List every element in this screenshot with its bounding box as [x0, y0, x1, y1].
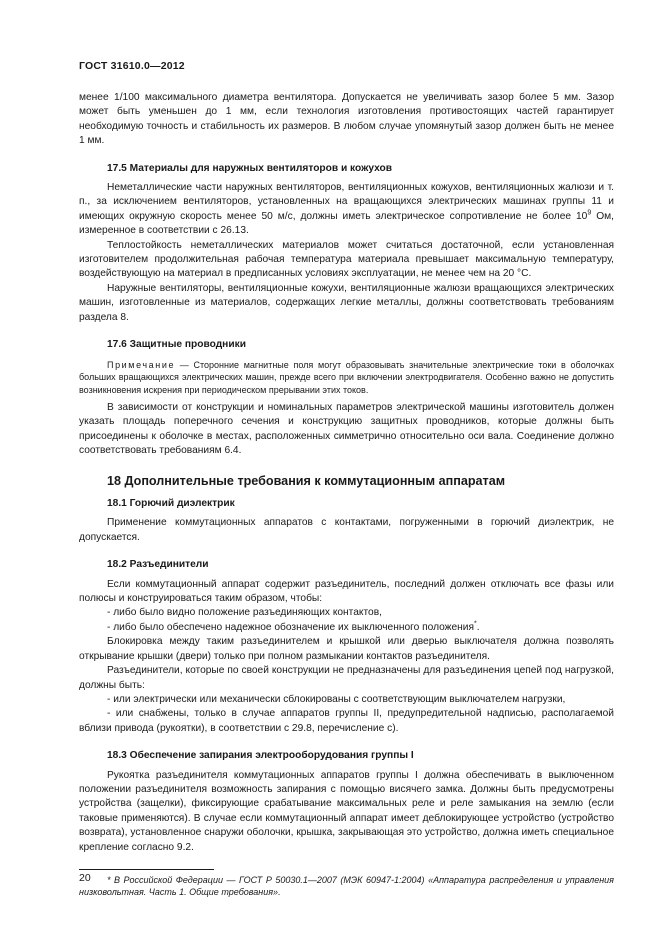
- paragraph-text: Неметаллические части наружных вентиляторов, вентиляционных кожухов, вентиляционных жалюзи и т. п., за исключением вентиляторов, установленных на вращающихся электрических машинах группы 11 и имеющих окружную скорость менее 50 м/с, должны иметь электрическое сопротивление не более 10: [79, 182, 614, 222]
- page-number: 20: [79, 872, 91, 884]
- section-17-6-paragraph-1: В зависимости от конструкции и номинальных параметров электрической машины изготовитель должен указать площадь поперечного сечения и конструкцию защитных проводников, которые должны быть присоединены к оболочке в местах, расположенных симметрично относительно оси вала. Соединение должно соответствовать требованиям 6.4.: [79, 402, 614, 457]
- note-label: Примечание: [107, 359, 176, 370]
- note-text: — Сторонние магнитные поля могут образовывать значительные электрические токи в оболочках больших вращающихся электрических машин, прежде всего при включении электродвигателя. Особенно важно не допустить возникновения искрения при периодическом прерывании этих токов.: [79, 359, 614, 395]
- section-18-title: 18 Дополнительные требования к коммутационным аппаратам: [107, 473, 506, 488]
- section-18-3-title: 18.3 Обеспечение запирания электрооборудования группы I: [107, 750, 414, 762]
- list-item: [79, 621, 614, 635]
- standard-header: ГОСТ 31610.0—2012: [79, 60, 185, 72]
- section-17-5-paragraph-3: Наружные вентиляторы, вентиляционные кожухи, вентиляционные жалюзи вращающихся электрических машин, изготовленные из материалов, содержащих легкие металлы, должны соответствовать требованиям раздела 8.: [79, 282, 614, 323]
- section-18-1-paragraph-1: Применение коммутационных аппаратов с контактами, погруженными в горючий диэлектрик, не допускается.: [79, 517, 614, 543]
- footnote: * В Российской Федерации — ГОСТ Р 50030.1—2007 (МЭК 60947-1:2004) «Аппаратура распределения и управления низковольтная. Часть 1. Общие требования».: [79, 874, 614, 898]
- section-17-5-title: 17.5 Материалы для наружных вентиляторов и кожухов: [107, 162, 393, 174]
- footnote-divider: [79, 869, 214, 870]
- footnote-mark: *: [474, 620, 477, 628]
- intro-paragraph: менее 1/100 максимального диаметра вентилятора. Допускается не увеличивать зазор более 5 мм. Зазор может быть уменьшен до 1 мм, если технология изготовления противостоящих частей гарантирует необходимую точность и стабильность их размеров. В любом случае упомянутый зазор должен быть не менее 1 мм.: [79, 92, 614, 147]
- list-item: - или снабжены, только в случае аппаратов группы II, предупредительной надписью, располагаемой вблизи привода (рукоятки), в соответствии с 29.8, перечисление c).: [79, 708, 614, 734]
- list-item: - либо было видно положение разъединяющих контактов,: [107, 607, 382, 619]
- list-item-text: .: [476, 621, 480, 633]
- section-18-3-paragraph-1: Рукоятка разъединителя коммутационных аппаратов группы I должна обеспечивать в выключенном положении разъединителя возможность запирания с помощью висячего замка. Должны быть предусмотрены устройства (защелки), фиксирующие срабатывание максимальных реле и реле замыкания на землю (если таковые применяются). В случае если коммутационный аппарат имеет деблокирующее устройство (устройство возврата), установленное снаружи оболочки, крышка, закрывающая это устройство, должна иметь специальное крепление согласно 9.2.: [79, 769, 614, 853]
- exponent: 9: [587, 209, 592, 217]
- section-17-6-title: 17.6 Защитные проводники: [107, 339, 246, 351]
- page-content: [79, 91, 614, 899]
- section-18-1-title: 18.1 Горючий диэлектрик: [107, 498, 235, 510]
- list-item: - или электрически или механически сблокированы с соответствующим выключателем нагрузки,: [107, 693, 566, 705]
- paragraph-text: Ом, измеренное в соответствии с 26.13.: [79, 210, 614, 237]
- section-18-2-paragraph-2: Блокировка между таким разъединителем и крышкой или дверью выключателя должна позволять открывание крышки (двери) только при полном размыкании контактов разъединителя.: [79, 636, 614, 662]
- note: [79, 359, 614, 397]
- section-18-2-title: 18.2 Разъединители: [107, 559, 209, 571]
- section-17-5-paragraph-1: [79, 181, 614, 239]
- section-18-2-paragraph-3: Разъединители, которые по своей конструкции не предназначены для разъединения цепей под нагрузкой, должны быть:: [79, 665, 614, 691]
- section-17-5-paragraph-2: Теплостойкость неметаллических материалов может считаться достаточной, если установленная изготовителем продолжительная рабочая температура материала превышает максимальную температуру, воздействующую на материал в предписанных условиях эксплуатации, не менее чем на 20 °С.: [79, 239, 614, 280]
- list-item-text: - либо было обеспечено надежное обозначение их выключенного положения: [107, 621, 474, 633]
- section-18-2-paragraph-1: Если коммутационный аппарат содержит разъединитель, последний должен отключать все фазы или полюсы и конструироваться таким образом, чтобы:: [79, 578, 614, 605]
